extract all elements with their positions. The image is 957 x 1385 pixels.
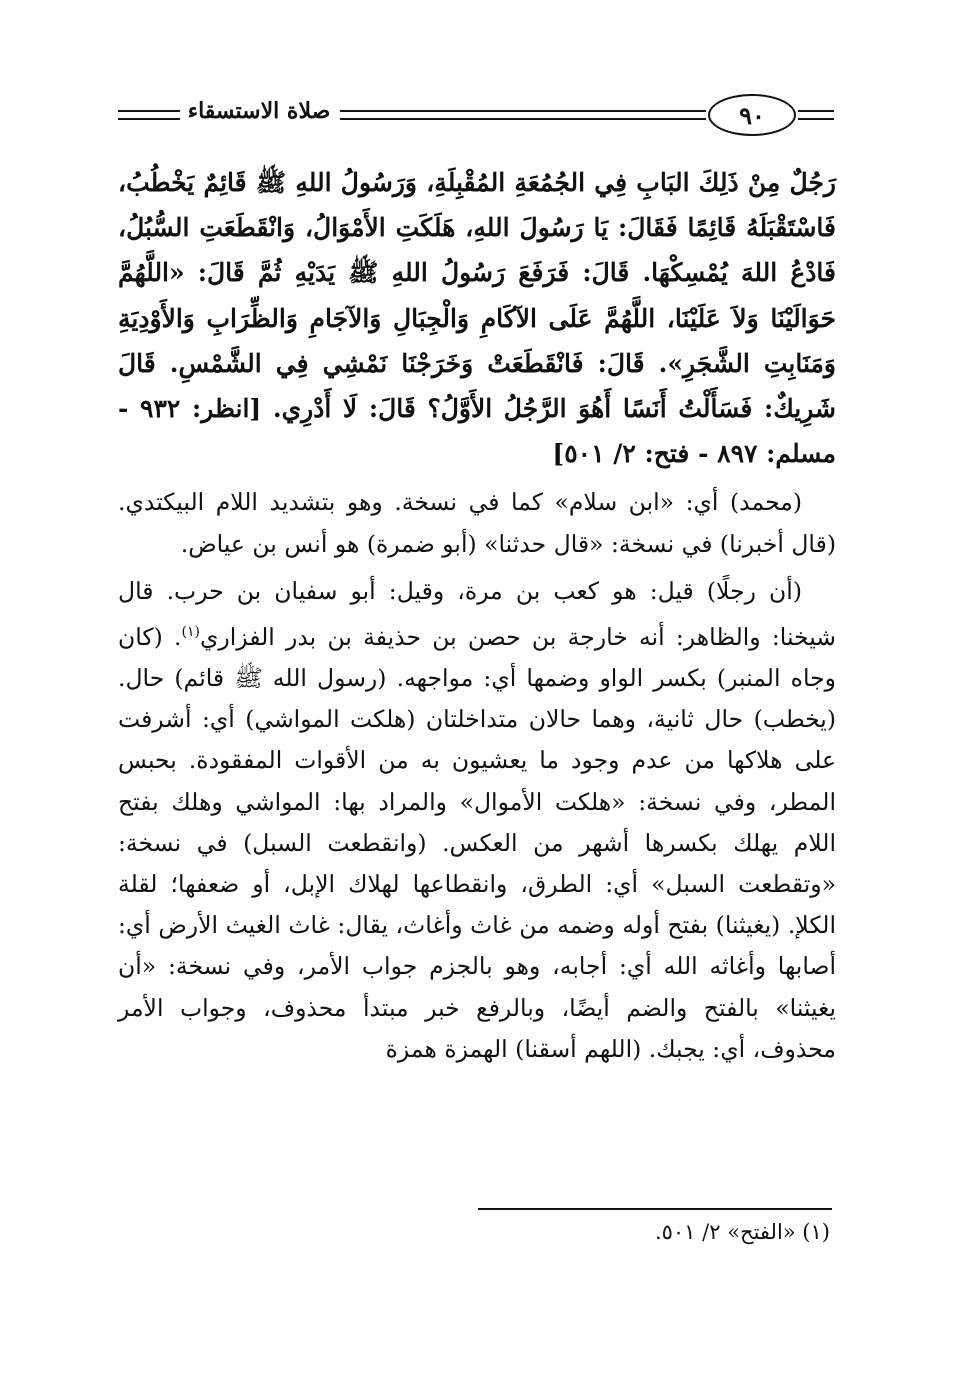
- commentary-paragraph-1: (محمد) أي: «ابن سلام» كما في نسخة. وهو بتشديد اللام البيكتدي. (قال أخبرنا) في نسخة: «قال حدثنا» (أبو ضمرة) هو أنس بن عياض.: [118, 488, 836, 558]
- hadith-block: [118, 160, 836, 476]
- commentary-paragraph-2-rest: . (كان وجاه المنبر) بكسر الواو وضمها أي: مواجهه. (رسول الله ﷺ قائم) حال. (يخطب) حال ثانية، وهما حالان متداخلتان (هلكت المواشي) أي: أشرفت على هلاكها من عدم وجود ما يعشيون به من الأقوات المفقودة. بحبس المطر، وفي نسخة: «هلكت الأموال» والمراد بها: المواشي وهلك بفتح اللام يهلك بكسرها أشهر من العكس. (وانقطعت السبل) في نسخة: «وتقطعت السبل» أي: الطرق، وانقطاعها لهلاك الإبل، أو ضعفها؛ لقلة الكلإ. (يغيثنا) بفتح أوله وضمه من غاث وأغاث، يقال: غاث الغيث الأرض أي: أصابها وأغاثه الله أي: أجابه، وهو بالجزم جواب الأمر، وفي نسخة: «أن يغيثنا» بالفتح والضم أيضًا، وبالرفع خبر مبتدأ محذوف، وجواب الأمر محذوف، أي: يجبك. (اللهم أسقنا) الهمزة همزة: [118, 622, 836, 1063]
- footnote-reference[interactable]: (١): [181, 624, 200, 641]
- page-number: ٩٠: [739, 100, 765, 130]
- hadith-text: رَجُلٌ مِنْ ذَلِكَ البَابِ فِي الجُمُعَةِ المُقْبِلَةِ، وَرَسُولُ اللهِ ﷺ قَائِمٌ يَخْطُبُ، فَاسْتَقْبَلَهُ قَائِمًا فَقَالَ: يَا رَسُولَ اللهِ، هَلَكَتِ الأَمْوَالُ، وَانْقَطَعَتِ السُّبُلُ، فَادْعُ اللهَ يُمْسِكْهَا. قَالَ: فَرَفَعَ رَسُولُ اللهِ ﷺ يَدَيْهِ ثُمَّ قَالَ: «اللَّهُمَّ حَوَالَيْنَا وَلاَ عَلَيْنَا، اللَّهُمَّ عَلَى الآكَامِ وَالْجِبَالِ وَالآجَامِ وَالظِّرَابِ وَالأَوْدِيَةِ وَمَنَابِتِ الشَّجَرِ». قَالَ: فَانْقَطَعَتْ وَخَرَجْنَا نَمْشِي فِي الشَّمْسِ. قَالَ شَرِيكٌ: فَسَأَلْتُ أَنَسًا أَهُوَ الرَّجُلُ الأَوَّلُ؟ قَالَ: لَا أَدْرِي. [انظر: ٩٣٢ - مسلم: ٨٩٧ - فتح: ٢/ ٥٠١]: [118, 168, 836, 469]
- main-text: [118, 160, 836, 1070]
- header-rule-right-bottom: [798, 118, 834, 120]
- commentary-paragraph-2-start: (أن رجلًا) قيل: هو كعب بن مرة، وقيل: أبو سفيان بن حرب. قال شيخنا: والظاهر: أنه خارجة بن حصن بن حذيفة بن بدر الفزاري: [118, 576, 836, 651]
- header-rule-middle-bottom: [340, 118, 706, 120]
- page-header: [118, 88, 834, 146]
- footnote-separator: [478, 1208, 832, 1210]
- commentary-block: [118, 482, 836, 1070]
- footnote: (١) «الفتح» ٢/ ٥٠١.: [654, 1220, 830, 1244]
- commentary-paragraph-2: [118, 571, 836, 1070]
- running-title: صلاة الاستسقاء: [187, 98, 331, 124]
- header-rule-right-top: [798, 110, 834, 112]
- page-number-oval: [708, 94, 796, 136]
- header-rule-left-bottom: [118, 118, 180, 120]
- header-rule-left-top: [118, 110, 180, 112]
- header-rule-middle-top: [340, 110, 706, 112]
